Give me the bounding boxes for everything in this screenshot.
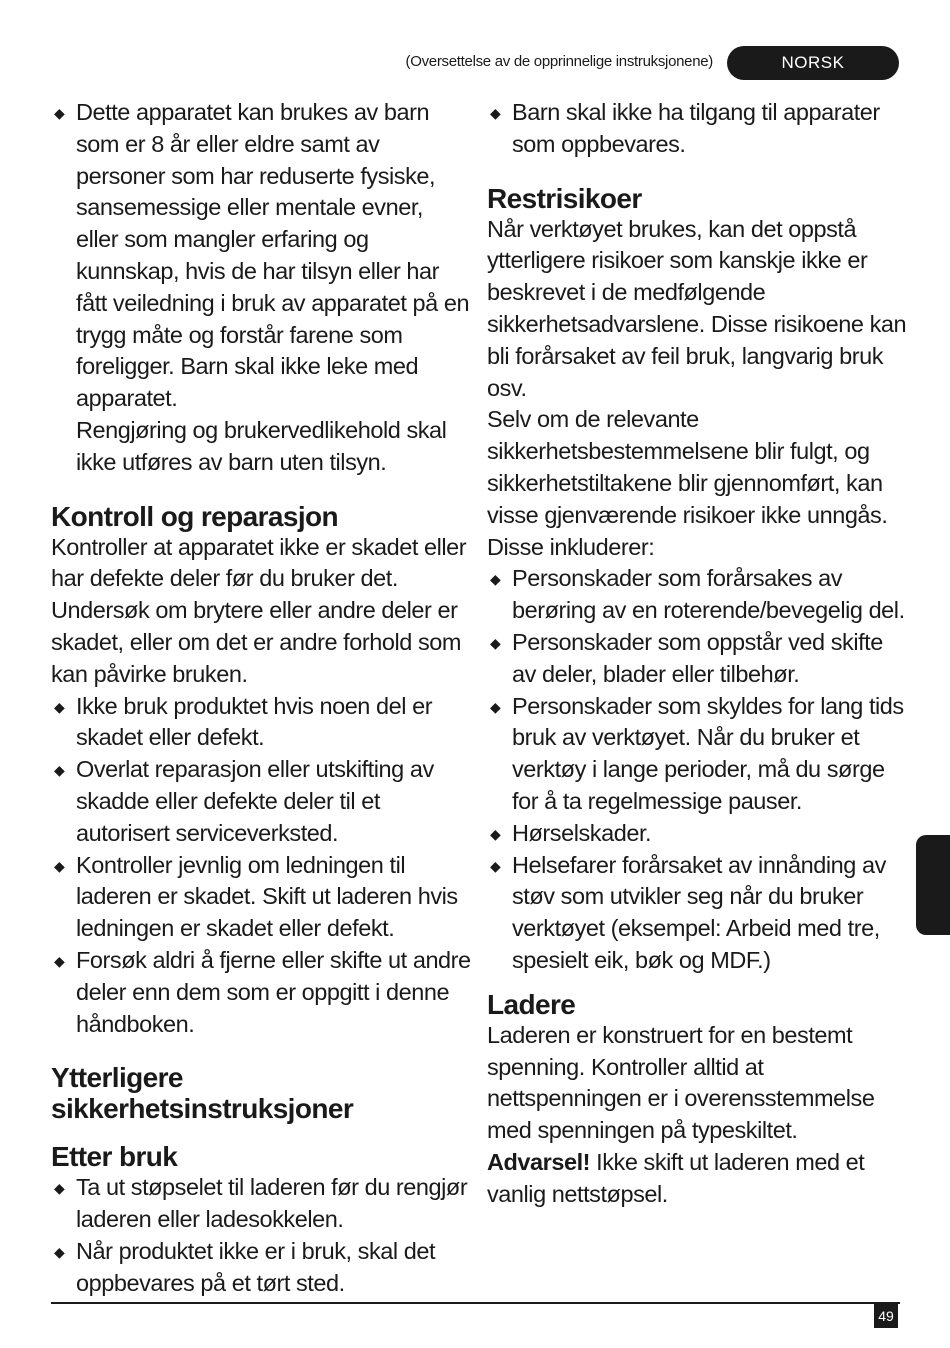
section-heading-kontroll: Kontroll og reparasjon xyxy=(51,500,339,532)
diamond-bullet-icon: ◆ xyxy=(490,698,501,715)
diamond-bullet-icon: ◆ xyxy=(54,952,65,969)
kontroll-intro: Kontroller at apparatet ikke er skadet eller har defekte deler før du bruker det. Undersøk om brytere eller andre deler er skadet, eller om det er andre forhold som kan påvirke bruken. xyxy=(51,533,467,687)
diamond-bullet-icon: ◆ xyxy=(490,105,501,121)
bullet-continuation: Rengjøring og brukervedlikehold skal ikke utføres av barn uten tilsyn. xyxy=(76,416,447,475)
restrisikoer-para2: Selv om de relevante sikkerhetsbestemmelsene blir fulgt, og sikkerhetstiltakene blir gjennomført, kan visse gjenværende risikoer ikke unngås. Disse inkluderer: xyxy=(487,406,888,560)
list-item: ◆ Overlat reparasjon eller utskifting av skadde eller defekte deler til et autorisert serviceverksted. xyxy=(54,756,434,846)
diamond-bullet-icon: ◆ xyxy=(54,857,65,874)
list-item: ◆ Ta ut støpselet til laderen før du rengjør laderen eller ladesokkelen. xyxy=(54,1174,468,1233)
page-number: 49 xyxy=(874,1304,898,1328)
section-heading-ladere: Ladere xyxy=(487,988,576,1020)
list-item: ◆ Kontroller jevnlig om ledningen til laderen er skadet. Skift ut laderen hvis ledningen er skadet eller defekt. xyxy=(54,851,458,942)
right-column xyxy=(487,97,907,1211)
diamond-bullet-icon: ◆ xyxy=(490,825,501,842)
list-item: ◆ Når produktet ikke er i bruk, skal det oppbevares på et tørt sted. xyxy=(54,1237,436,1296)
diamond-bullet-icon: ◆ xyxy=(54,105,65,121)
list-item: ◆ Personskader som forårsakes av berøring av en roterende/bevegelig del. xyxy=(490,565,905,624)
footer-divider xyxy=(51,1302,900,1304)
list-item: ◆ Helsefarer forårsaket av innånding av støv som utvikler seg når du bruker verktøyet (eksempel: Arbeid med tre, spesielt eik, bøk og MDF.) xyxy=(490,851,886,973)
list-item: ◆ Ikke bruk produktet hvis noen del er skadet eller defekt. xyxy=(54,692,433,751)
language-badge: NORSK xyxy=(727,46,899,80)
list-item: ◆ Forsøk aldri å fjerne eller skifte ut andre deler enn dem som er oppgitt i denne håndboken. xyxy=(54,946,471,1037)
warning-label: Advarsel! xyxy=(487,1148,591,1175)
section-heading-ytterligere: Ytterligere sikkerhetsinstruksjoner xyxy=(51,1062,354,1125)
header-note: (Oversettelse av de opprinnelige instruksjonene) xyxy=(405,53,713,70)
list-item: ◆ Barn skal ikke ha tilgang til apparater som oppbevares. xyxy=(490,99,880,157)
diamond-bullet-icon: ◆ xyxy=(490,634,501,651)
side-tab-marker xyxy=(916,835,950,935)
diamond-bullet-icon: ◆ xyxy=(490,857,501,874)
ladere-para: Laderen er konstruert for en bestemt spenning. Kontroller alltid at nettspenningen er i overensstemmelse med spenningen på typeskiltet. xyxy=(487,1021,875,1144)
list-item: ◆ Dette apparatet kan brukes av barn som er 8 år eller eldre samt av personer som har reduserte fysiske, sansemessige eller mentale evner, eller som mangler erfaring og kunnskap, hvis de har tilsyn eller har fått veiledning i bruk av apparatet på en trygg måte og forstår farene som foreligger. Barn skal ikke leke med apparatet. Rengjøring og brukervedlikehold skal ikke utføres av barn uten tilsyn. xyxy=(51,97,471,479)
restrisikoer-para1: Når verktøyet brukes, kan det oppstå ytterligere risikoer som kanskje ikke er beskrevet i de medfølgende sikkerhetsadvarslene. Disse risikoene kan bli forårsaket av feil bruk, langvarig bruk osv. xyxy=(487,215,907,401)
diamond-bullet-icon: ◆ xyxy=(54,762,65,779)
diamond-bullet-icon: ◆ xyxy=(490,571,501,588)
diamond-bullet-icon: ◆ xyxy=(54,698,65,715)
list-item: ◆ Personskader som oppstår ved skifte av deler, blader eller tilbehør. xyxy=(490,628,883,687)
warning-text: Ikke skift ut laderen med et vanlig nettstøpsel. xyxy=(487,1148,865,1207)
diamond-bullet-icon: ◆ xyxy=(54,1180,65,1197)
diamond-bullet-icon: ◆ xyxy=(54,1243,65,1260)
left-column xyxy=(51,97,471,1300)
section-heading-restrisikoer: Restrisikoer xyxy=(487,182,642,214)
list-item: ◆ Hørselskader. xyxy=(487,818,907,850)
section-heading-etter-bruk: Etter bruk xyxy=(51,1141,178,1173)
list-item: ◆ Personskader som skyldes for lang tids bruk av verktøyet. Når du bruker et verktøy i lange perioder, må du sørge for å ta regelmessige pauser. xyxy=(490,692,904,814)
ladere-warning xyxy=(487,1147,907,1211)
